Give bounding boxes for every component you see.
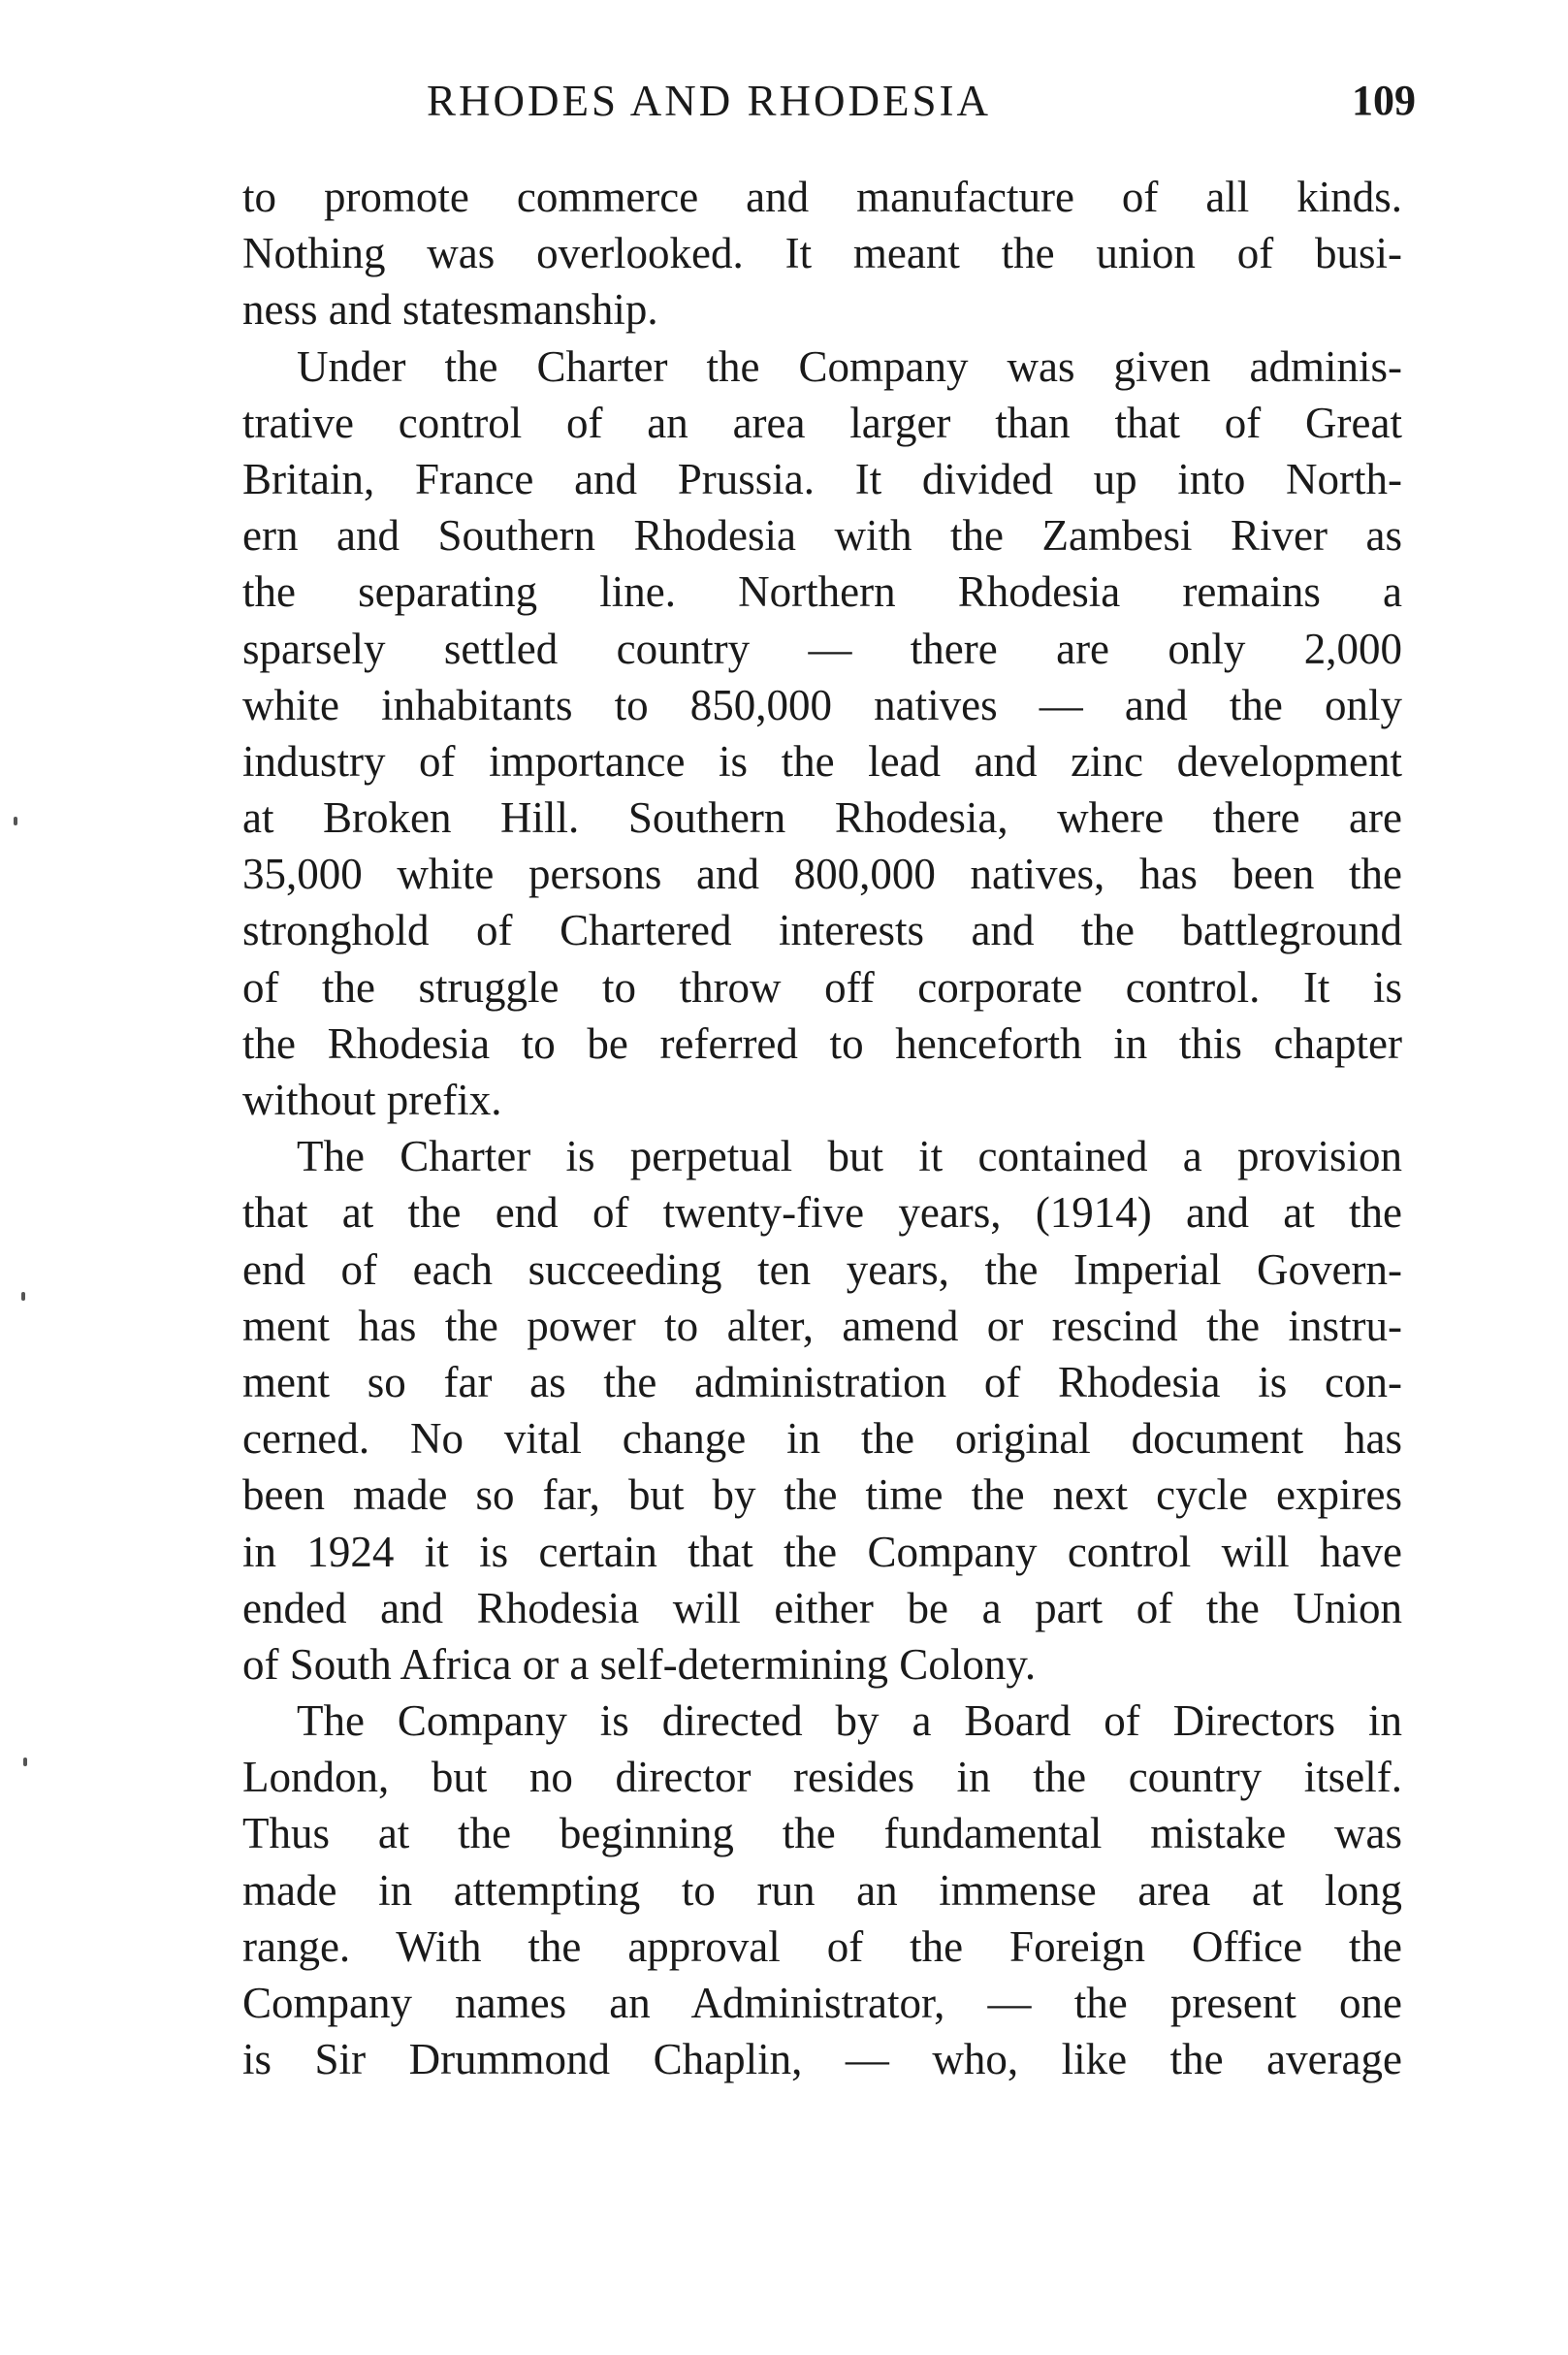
scan-speck bbox=[21, 1292, 25, 1301]
text-line: the separating line. Northern Rhodesia remains a bbox=[242, 567, 1402, 617]
text-line: ern and Southern Rhodesia with the Zambesi River as bbox=[242, 511, 1402, 561]
text-line: made in attempting to run an immense area at long bbox=[242, 1865, 1402, 1915]
text-line: white inhabitants to 850,000 natives — and the only bbox=[242, 680, 1402, 729]
page-number: 109 bbox=[1352, 77, 1416, 124]
text-line: to promote commerce and manufacture of all kinds. bbox=[242, 173, 1402, 221]
text-line: range. With the approval of the Foreign Office the bbox=[242, 1921, 1402, 1971]
text-line: end of each succeeding ten years, the Imperial Govern- bbox=[242, 1244, 1402, 1294]
text-line: Britain, France and Prussia. It divided up into North- bbox=[242, 454, 1402, 503]
text-line: at Broken Hill. Southern Rhodesia, where there are bbox=[242, 793, 1402, 843]
text-line: been made so far, but by the time the next cycle expires bbox=[242, 1470, 1402, 1520]
text-line: ness and statesmanship. bbox=[242, 285, 658, 335]
scan-speck bbox=[23, 1758, 27, 1766]
text-line: is Sir Drummond Chaplin, — who, like the average bbox=[242, 2035, 1402, 2084]
text-line: ment has the power to alter, amend or rescind the instru- bbox=[242, 1301, 1402, 1350]
running-head bbox=[427, 76, 1416, 144]
text-line: Under the Charter the Company was given adminis- bbox=[297, 341, 1402, 391]
text-line: trative control of an area larger than that of Great bbox=[242, 398, 1402, 447]
paragraph-1 bbox=[242, 169, 1402, 339]
text-line: in 1924 it is certain that the Company control will have bbox=[242, 1527, 1402, 1576]
paragraph-3 bbox=[242, 1128, 1402, 1693]
paragraph-2 bbox=[242, 339, 1402, 1129]
text-line: without prefix. bbox=[242, 1076, 502, 1124]
text-line: London, but no director resides in the country itself. bbox=[242, 1753, 1402, 1802]
text-line: stronghold of Chartered interests and the battleground bbox=[242, 906, 1402, 955]
text-line: industry of importance is the lead and zinc development bbox=[242, 736, 1402, 786]
paragraph-4 bbox=[242, 1693, 1402, 2087]
running-title: RHODES AND RHODESIA bbox=[427, 77, 992, 125]
text-line: Thus at the beginning the fundamental mistake was bbox=[242, 1809, 1402, 1858]
text-line: The Charter is perpetual but it contained a provision bbox=[297, 1132, 1402, 1181]
scan-speck bbox=[14, 817, 17, 825]
text-line: Company names an Administrator, — the present one bbox=[242, 1979, 1402, 2027]
text-line: that at the end of twenty-five years, (1914) and at the bbox=[242, 1188, 1402, 1238]
text-line: sparsely settled country — there are only 2,000 bbox=[242, 624, 1402, 673]
text-line: ment so far as the administration of Rhodesia is con- bbox=[242, 1357, 1402, 1406]
text-line: The Company is directed by a Board of Directors in bbox=[297, 1696, 1402, 1746]
text-line: Nothing was overlooked. It meant the union of busi- bbox=[242, 229, 1402, 278]
text-line: of South Africa or a self-determining Colony. bbox=[242, 1639, 1037, 1689]
body-text bbox=[242, 169, 1402, 2087]
text-line: of the struggle to throw off corporate control. It is bbox=[242, 962, 1402, 1012]
text-line: the Rhodesia to be referred to henceforth in this chapter bbox=[242, 1018, 1402, 1068]
text-line: cerned. No vital change in the original document has bbox=[242, 1414, 1402, 1464]
text-line: 35,000 white persons and 800,000 natives, has been the bbox=[242, 850, 1402, 899]
text-line: ended and Rhodesia will either be a part of the Union bbox=[242, 1583, 1402, 1632]
